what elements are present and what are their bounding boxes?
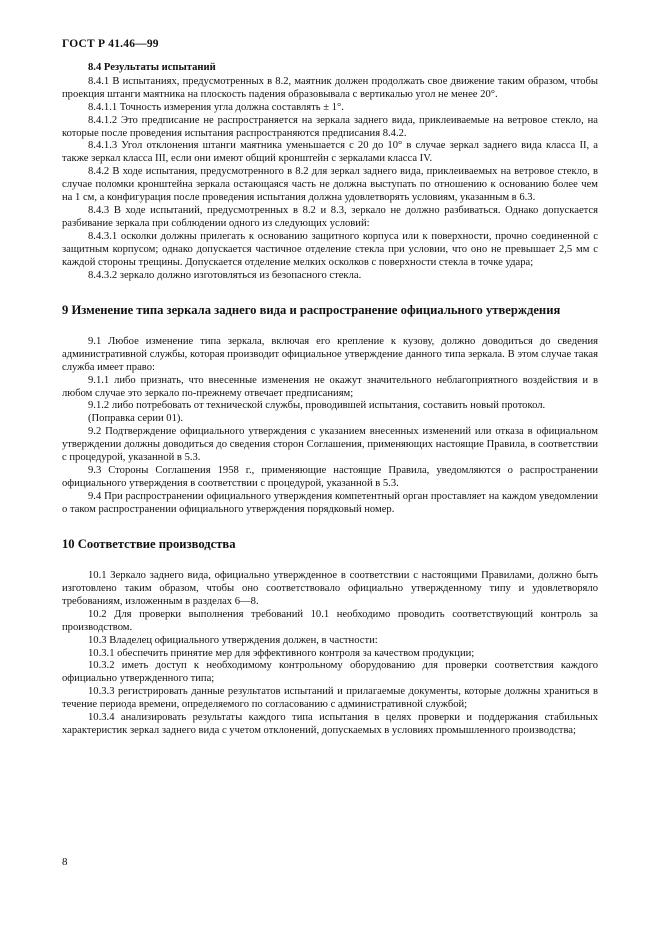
paragraph-8-4-1-2: 8.4.1.2 Это предписание не распространяется на зеркала заднего вида, приклеиваемые на ветровое стекло, на которые после проведения испытания распространяются предписания 8.4.2. xyxy=(62,114,598,139)
paragraph-9-1-2: 9.1.2 либо потребовать от технической службы, проводившей испытания, составить новый протокол. xyxy=(88,400,546,412)
section-title-9: 9 Изменение типа зеркала заднего вида и распространение официального утверждения xyxy=(62,303,561,318)
paragraph-10-3-1: 10.3.1 обеспечить принятие мер для эффективного контроля за качеством продукции; xyxy=(88,647,475,659)
paragraph-10-3: 10.3 Владелец официального утверждения должен, в частности: xyxy=(88,634,378,646)
amendment-note: (Поправка серии 01). xyxy=(88,413,184,425)
paragraph-8-4-1-3: 8.4.1.3 Угол отклонения штанги маятника уменьшается с 20 до 10° в случае зеркал заднего вида класса II, а также зеркал класса III, если они имеют общий кронштейн с зеркалами класса IV. xyxy=(62,140,598,165)
paragraph-8-4-1-1: 8.4.1.1 Точность измерения угла должна составлять ± 1°. xyxy=(88,101,344,113)
paragraph-10-3-2: 10.3.2 иметь доступ к необходимому контрольному оборудованию для проверки соответствия каждого официально утвержденного типа; xyxy=(62,660,598,685)
paragraph-9-4: 9.4 При распространении официального утверждения компетентный орган проставляет на каждом уведомлении о таком распространении официального утверждения порядковый номер. xyxy=(62,490,598,515)
paragraph-8-4-3-2: 8.4.3.2 зеркало должно изготовляться из безопасного стекла. xyxy=(88,269,362,281)
paragraph-9-1: 9.1 Любое изменение типа зеркала, включая его крепление к кузову, должно доводиться до сведения административной службы, которая производит официальное утверждение данного типа зеркала. В этом случае такая служба имеет право: xyxy=(62,335,598,373)
subsection-title-8-4: 8.4 Результаты испытаний xyxy=(88,62,216,73)
section-title-10: 10 Соответствие производства xyxy=(62,536,236,551)
paragraph-10-3-3: 10.3.3 регистрировать данные результатов испытаний и прилагаемые документы, которые должны храниться в течение периода времени, определяемого по согласованию с административной службой; xyxy=(62,686,598,711)
paragraph-9-1-1: 9.1.1 либо признать, что внесенные изменения не окажут значительного неблагоприятного воздействия и в любом случае это зеркало по-прежнему отвечает предписаниям; xyxy=(62,374,598,399)
paragraph-8-4-2: 8.4.2 В ходе испытания, предусмотренного в 8.2 для зеркал заднего вида, приклеиваемых на ветровое стекло, в случае поломки кронштейна зеркала остающаяся часть не должна выступать по отношению к основанию более чем на 1 см, а конфигурация после проведения испытания должна удовлетворять условиям, указанным в 6.3. xyxy=(62,166,598,204)
page-number: 8 xyxy=(62,856,68,868)
paragraph-8-4-1: 8.4.1 В испытаниях, предусмотренных в 8.2, маятник должен продолжать свое движение таким образом, чтобы проекция штанги маятника на плоскость падения образовывала с вертикалью угол не менее 20°. xyxy=(62,75,598,100)
paragraph-10-3-4: 10.3.4 анализировать результаты каждого типа испытания в целях проверки и поддержания стабильных характеристик зеркал заднего вида с учетом отклонений, допускаемых в условиях промышленного производства; xyxy=(62,712,598,736)
paragraph-8-4-3-1: 8.4.3.1 осколки должны прилегать к основанию защитного корпуса или к поверхности, прочно соединенной с защитным корпусом; однако допускается частичное отделение стекла при условии, что оно не превышает 2,5 мм с каждой стороны трещины. Допускается отделение мелких осколков с поверхности стекла в точке удара; xyxy=(62,230,598,268)
page-body xyxy=(62,62,598,738)
document-code-header: ГОСТ Р 41.46—99 xyxy=(62,38,159,50)
paragraph-8-4-3: 8.4.3 В ходе испытаний, предусмотренных в 8.2 и 8.3, зеркало не должно разбиваться. Однако допускается разбивание зеркала при соблюдении одного из следующих условий: xyxy=(62,204,598,229)
paragraph-9-3: 9.3 Стороны Соглашения 1958 г., применяющие настоящие Правила, уведомляются о распространении официального утверждения в соответствии с процедурой, указанной в 5.3. xyxy=(62,464,598,489)
paragraph-10-2: 10.2 Для проверки выполнения требований 10.1 необходимо проводить соответствующий контроль за производством. xyxy=(62,608,598,633)
paragraph-9-2: 9.2 Подтверждение официального утверждения с указанием внесенных изменений или отказа в официальном утверждении должны доводиться до сведения сторон Соглашения, применяющих настоящие Правила, в соответствии с процедурой, указанной в 5.3. xyxy=(62,426,598,464)
paragraph-10-1: 10.1 Зеркало заднего вида, официально утвержденное в соответствии с настоящими Правилами, должно быть изготовлено таким образом, чтобы оно соответствовало официально утвержденному типу и удовлетворяло требованиям, изложенным в разделах 6—8. xyxy=(62,570,598,607)
